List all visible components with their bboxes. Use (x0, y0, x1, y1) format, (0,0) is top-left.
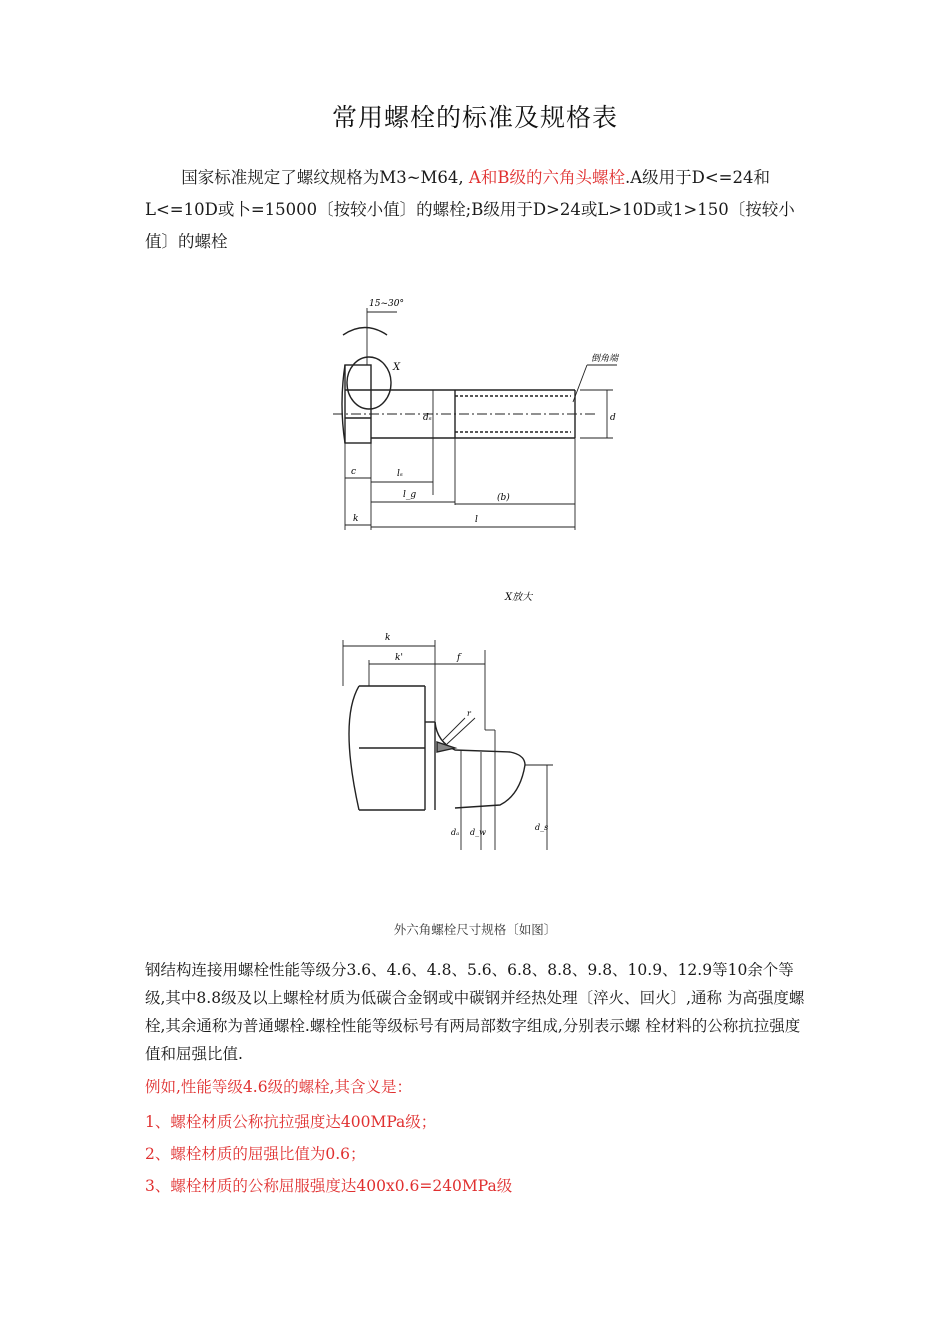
intro-text-end: .A级用于D<=24和L<=10D或卜=15000〔按较小值〕的螺栓;B级用于D>24或L>10D或1>150〔按较小值〕的螺栓 (145, 168, 795, 251)
intro-highlight: A和B级的六角头螺栓 (468, 168, 625, 187)
b-label: (b) (497, 493, 510, 503)
figure-caption: 外六角螺栓尺寸规格〔如图〕 (393, 922, 557, 937)
f-dim-label: f (457, 653, 461, 663)
detail-title: X放大 (505, 592, 533, 603)
example-line-3: 3、螺栓材质的公称屈服强度达400x0.6=240MPa级 (145, 1177, 513, 1195)
detail-drawing (325, 580, 565, 860)
l-label: l (475, 515, 478, 525)
example-line-2: 2、螺栓材质的屈强比值为0.6； (145, 1145, 366, 1163)
angle-label: 15~30° (369, 299, 404, 309)
chamfer-label: 倒角端 (591, 354, 619, 364)
k-label: k (353, 514, 359, 524)
r-dim-label: r (467, 709, 471, 718)
dw-dim-label: d_w (470, 828, 486, 837)
intro-text-start: 国家标准规定了螺纹规格为M3~M64, (181, 168, 469, 187)
grade-paragraph: 钢结构连接用螺栓性能等级分3.6、4.6、4.8、5.6、6.8、8.8、9.8、10.9、12.9等10余个等级,其中8.8级及以上螺栓材质为低碳合金钢或中碳钢并经热处理〔淬火、回火〕,通称 为高强度螺栓,其余通称为普通螺栓.螺栓性能等级标号有两局部数字组成,分别表示螺 栓材料的公称抗拉强度值和屈强比值. (145, 961, 805, 1063)
da-dim-label: dₐ (451, 828, 460, 837)
c-label: c (351, 467, 357, 477)
k-dim-label: k (385, 633, 391, 643)
x-label: X (393, 362, 401, 373)
intro-paragraph (145, 162, 813, 258)
bolt-drawing (325, 290, 625, 540)
ls-label: lₛ (397, 469, 403, 479)
ds-dim-label: d_s (535, 823, 549, 832)
kprime-dim-label: k' (395, 653, 403, 663)
example-line-1: 1、螺栓材质公称抗拉强度达400MPa级； (145, 1113, 437, 1131)
example-line-0: 例如,性能等级4.6级的螺栓,其含义是： (145, 1078, 413, 1096)
ds-label: dₛ (423, 413, 432, 423)
d-label: d (610, 413, 616, 423)
page-title: 常用螺栓的标准及规格表 (331, 103, 618, 132)
lg-label: l_g (403, 490, 417, 500)
